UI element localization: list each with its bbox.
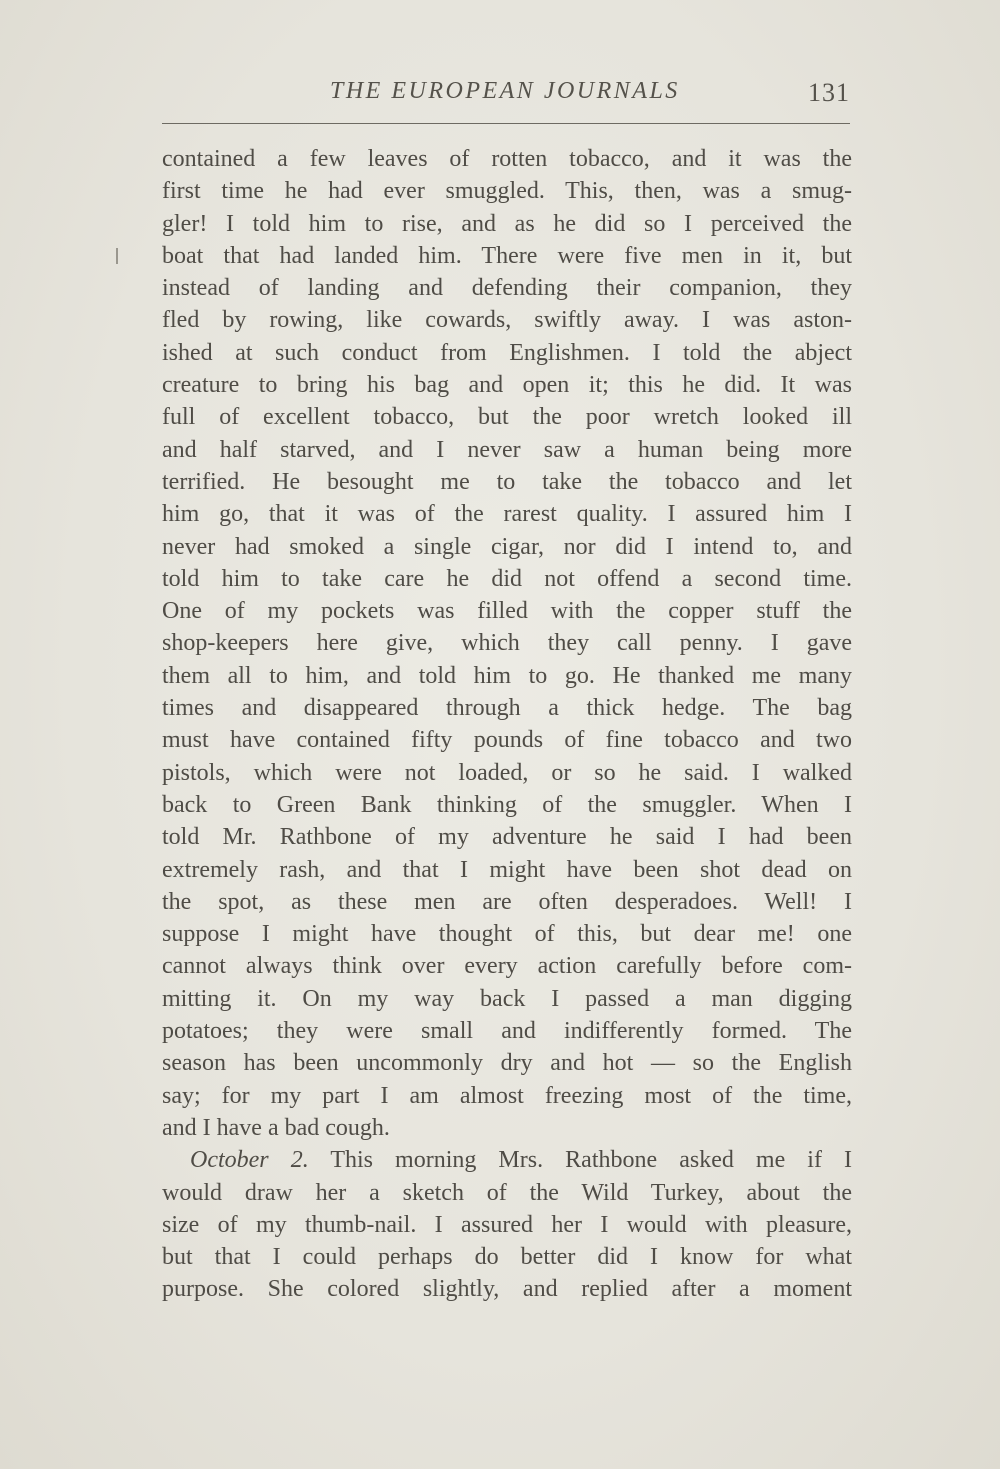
text-line: instead of landing and defending their companion, they bbox=[162, 275, 852, 302]
text-line: say; for my part I am almost freezing most of the time, bbox=[162, 1082, 852, 1109]
text-line: the spot, as these men are often desperadoes. Well! I bbox=[162, 888, 852, 915]
text-line: but that I could perhaps do better did I know for what bbox=[162, 1244, 852, 1271]
text-line: times and disappeared through a thick hedge. The bag bbox=[162, 695, 852, 722]
entry-first-line bbox=[162, 1144, 852, 1176]
text-line: cannot always think over every action carefully before com- bbox=[162, 953, 852, 980]
text-line: back to Green Bank thinking of the smuggler. When I bbox=[162, 791, 852, 818]
text-line: season has been uncommonly dry and hot — so the English bbox=[162, 1050, 852, 1077]
text-line: must have contained fifty pounds of fine tobacco and two bbox=[162, 727, 852, 754]
text-line: contained a few leaves of rotten tobacco, and it was the bbox=[162, 146, 852, 172]
text-line: potatoes; they were small and indifferently formed. The bbox=[162, 1018, 852, 1045]
running-head bbox=[162, 78, 850, 114]
text-line: purpose. She colored slightly, and replied after a moment bbox=[162, 1276, 852, 1303]
text-line: and half starved, and I never saw a human being more bbox=[162, 436, 852, 463]
running-title: THE EUROPEAN JOURNALS bbox=[330, 78, 680, 104]
text-line: boat that had landed him. There were five men in it, but bbox=[162, 242, 852, 269]
text-line: him go, that it was of the rarest quality. I assured him I bbox=[162, 501, 852, 528]
text-line: told him to take care he did not offend a second time. bbox=[162, 565, 852, 592]
entry-date: October 2. bbox=[190, 1147, 309, 1174]
text-line: never had smoked a single cigar, nor did I intend to, and bbox=[162, 533, 852, 560]
text-line: first time he had ever smuggled. This, then, was a smug- bbox=[162, 178, 852, 205]
page-number: 131 bbox=[808, 78, 850, 107]
text-line: One of my pockets was filled with the copper stuff the bbox=[162, 598, 852, 625]
entry-line-text: This morning Mrs. Rathbone asked me if I bbox=[330, 1147, 852, 1174]
text-line: pistols, which were not loaded, or so he said. I walked bbox=[162, 759, 852, 786]
header-rule bbox=[162, 123, 850, 124]
text-line: would draw her a sketch of the Wild Turkey, about the bbox=[162, 1179, 852, 1206]
text-line: gler! I told him to rise, and as he did so I perceived the bbox=[162, 210, 852, 237]
text-line: suppose I might have thought of this, but dear me! one bbox=[162, 921, 852, 948]
text-line: extremely rash, and that I might have been shot dead on bbox=[162, 856, 852, 883]
text-line: ished at such conduct from Englishmen. I told the abject bbox=[162, 339, 852, 366]
text-line: shop-keepers here give, which they call penny. I gave bbox=[162, 630, 852, 657]
text-line: them all to him, and told him to go. He thanked me many bbox=[162, 662, 852, 689]
text-line: fled by rowing, like cowards, swiftly away. I was aston- bbox=[162, 307, 852, 334]
text-line: full of excellent tobacco, but the poor wretch looked ill bbox=[162, 404, 852, 431]
text-line: size of my thumb-nail. I assured her I would with pleasure, bbox=[162, 1211, 852, 1238]
margin-mark bbox=[116, 248, 118, 264]
text-line: and I have a bad cough. bbox=[162, 1114, 390, 1141]
text-line: creature to bring his bag and open it; this he did. It was bbox=[162, 372, 852, 399]
text-line: mitting it. On my way back I passed a man digging bbox=[162, 985, 852, 1012]
text-line: told Mr. Rathbone of my adventure he said I had been bbox=[162, 824, 852, 851]
body-text bbox=[162, 143, 852, 1306]
text-line: terrified. He besought me to take the tobacco and let bbox=[162, 468, 852, 495]
